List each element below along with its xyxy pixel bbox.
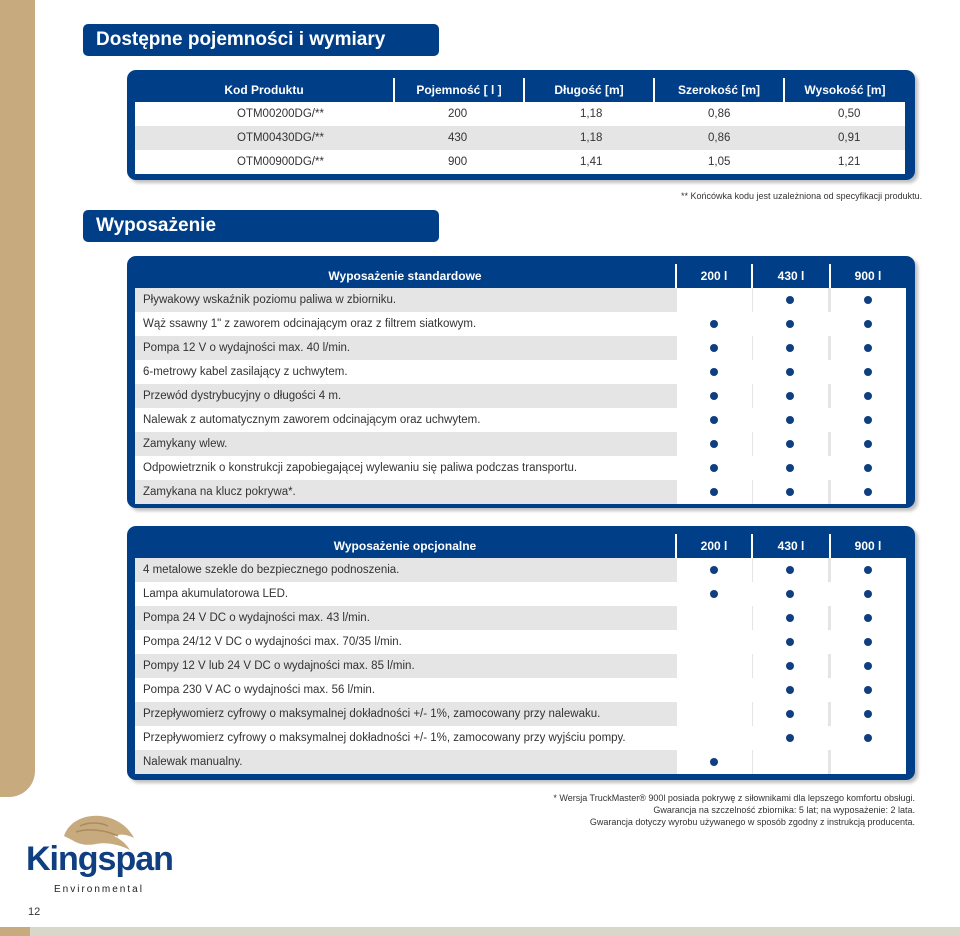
bullet-icon [786, 686, 794, 694]
bullet-icon [710, 416, 718, 424]
bullet-icon [786, 590, 794, 598]
bullet-icon [864, 590, 872, 598]
table-row [135, 408, 905, 432]
bullet-icon [864, 710, 872, 718]
bullet-icon [864, 320, 872, 328]
equipment-label: Przewód dystrybucyjny o długości 4 m. [143, 390, 342, 402]
equipment-label: Odpowietrznik o konstrukcji zapobiegającej wylewaniu się paliwa podczas transportu. [143, 462, 578, 474]
availability-cell [677, 336, 752, 360]
bullet-icon [786, 320, 794, 328]
bottom-strip [0, 927, 960, 936]
cell-code: OTM00900DG/** [237, 156, 324, 168]
availability-cell [753, 432, 828, 456]
bullet-icon [864, 440, 872, 448]
equipment-label: 6-metrowy kabel zasilający z uchwytem. [143, 366, 348, 378]
dimensions-table [127, 70, 915, 180]
availability-cell [677, 384, 752, 408]
bullet-icon [710, 320, 718, 328]
table-row [135, 678, 905, 702]
availability-cell [753, 384, 828, 408]
cell-length: 1,41 [580, 156, 603, 168]
decorative-sidebar [0, 0, 35, 797]
bullet-icon [786, 662, 794, 670]
bullet-icon [786, 566, 794, 574]
bullet-icon [710, 758, 718, 766]
table-row [135, 726, 905, 750]
bullet-icon [864, 662, 872, 670]
bullet-icon [864, 734, 872, 742]
table-row [135, 336, 905, 360]
cell-width: 0,86 [708, 132, 731, 144]
bullet-icon [864, 638, 872, 646]
table-row [135, 606, 905, 630]
kingspan-logo [26, 808, 176, 898]
bullet-icon [710, 464, 718, 472]
standard-equipment-table [127, 256, 915, 508]
bullet-icon [786, 488, 794, 496]
col-header-900: 900 l [854, 269, 882, 283]
availability-cell [753, 606, 828, 630]
table-row [135, 288, 905, 312]
col-header-200: 200 l [700, 269, 728, 283]
bullet-icon [864, 416, 872, 424]
section-title-dimensions: Dostępne pojemności i wymiary [83, 24, 439, 56]
table-row [135, 150, 905, 174]
cell-height: 0,91 [838, 132, 861, 144]
optional-table-header [135, 534, 905, 558]
bullet-icon [864, 464, 872, 472]
logo-subtitle: Environmental [54, 884, 144, 895]
table-row [135, 630, 905, 654]
equipment-label: Pompa 24/12 V DC o wydajności max. 70/35 l/min. [143, 636, 402, 648]
equipment-label: Nalewak z automatycznym zaworem odcinającym oraz uchwytem. [143, 414, 481, 426]
availability-cell [831, 726, 906, 750]
bullet-icon [710, 440, 718, 448]
cell-height: 1,21 [838, 156, 861, 168]
table-row [135, 480, 905, 504]
bullet-icon [864, 296, 872, 304]
bullet-icon [786, 392, 794, 400]
col-header-430: 430 l [777, 539, 805, 553]
availability-cell [677, 480, 752, 504]
cell-capacity: 900 [448, 156, 468, 168]
bullet-icon [710, 368, 718, 376]
availability-cell [677, 606, 752, 630]
availability-cell [753, 750, 828, 774]
cell-width: 0,86 [708, 108, 731, 120]
col-header-code: Kod Produktu [224, 83, 304, 97]
availability-cell [831, 750, 906, 774]
bullet-icon [864, 686, 872, 694]
availability-cell [831, 312, 906, 336]
bullet-icon [786, 710, 794, 718]
bullet-icon [864, 344, 872, 352]
availability-cell [677, 432, 752, 456]
availability-cell [753, 582, 828, 606]
availability-cell [831, 288, 906, 312]
table-row [135, 750, 905, 774]
note-truckmaster: * Wersja TruckMaster® 900l posiada pokrywę z siłownikami dla lepszego komfortu obsługi. [553, 793, 915, 803]
standard-table-header [135, 264, 905, 288]
col-header-height: Wysokość [m] [804, 83, 886, 97]
bullet-icon [710, 488, 718, 496]
table-row [135, 312, 905, 336]
col-header-430: 430 l [777, 269, 805, 283]
table-row [135, 360, 905, 384]
bullet-icon [710, 590, 718, 598]
table-row [135, 654, 905, 678]
equipment-label: Pompa 12 V o wydajności max. 40 l/min. [143, 342, 351, 354]
bullet-icon [864, 566, 872, 574]
availability-cell [831, 384, 906, 408]
availability-cell [831, 456, 906, 480]
availability-cell [831, 654, 906, 678]
availability-cell [677, 750, 752, 774]
availability-cell [831, 558, 906, 582]
availability-cell [753, 360, 828, 384]
col-header-capacity: Pojemność [ l ] [416, 83, 502, 97]
note-warranty: Gwarancja na szczelność zbiornika: 5 lat; na wyposażenie: 2 lata. [653, 805, 915, 815]
availability-cell [753, 288, 828, 312]
cell-code: OTM00430DG/** [237, 132, 324, 144]
availability-cell [677, 456, 752, 480]
cell-capacity: 430 [448, 132, 468, 144]
equipment-label: Przepływomierz cyfrowy o maksymalnej dokładności +/- 1%, zamocowany przy wyjściu pompy. [143, 732, 626, 744]
availability-cell [831, 432, 906, 456]
bullet-icon [864, 488, 872, 496]
availability-cell [831, 408, 906, 432]
availability-cell [677, 726, 752, 750]
table-row [135, 456, 905, 480]
availability-cell [677, 558, 752, 582]
availability-cell [831, 582, 906, 606]
bullet-icon [786, 614, 794, 622]
table-row [135, 558, 905, 582]
availability-cell [831, 678, 906, 702]
bullet-icon [710, 344, 718, 352]
availability-cell [677, 408, 752, 432]
availability-cell [753, 456, 828, 480]
col-header-length: Długość [m] [554, 83, 624, 97]
standard-header-title: Wyposażenie standardowe [328, 269, 482, 283]
bullet-icon [786, 638, 794, 646]
availability-cell [677, 288, 752, 312]
bullet-icon [864, 392, 872, 400]
availability-cell [677, 702, 752, 726]
availability-cell [753, 702, 828, 726]
availability-cell [753, 336, 828, 360]
availability-cell [753, 630, 828, 654]
dimensions-footnote: ** Końcówka kodu jest uzależniona od specyfikacji produktu. [681, 191, 923, 201]
cell-capacity: 200 [448, 108, 468, 120]
bullet-icon [786, 416, 794, 424]
table-row [135, 432, 905, 456]
availability-cell [831, 702, 906, 726]
availability-cell [753, 654, 828, 678]
equipment-label: Nalewak manualny. [143, 756, 243, 768]
table-row [135, 702, 905, 726]
dimensions-table-header [135, 78, 905, 102]
equipment-label: Przepływomierz cyfrowy o maksymalnej dokładności +/- 1%, zamocowany przy nalewaku. [143, 708, 601, 720]
bullet-icon [710, 392, 718, 400]
table-row [135, 384, 905, 408]
equipment-label: Lampa akumulatorowa LED. [143, 588, 289, 600]
bullet-icon [864, 368, 872, 376]
equipment-label: Pompa 230 V AC o wydajności max. 56 l/min. [143, 684, 376, 696]
availability-cell [753, 408, 828, 432]
equipment-label: Wąż ssawny 1" z zaworem odcinającym oraz z filtrem siatkowym. [143, 318, 477, 330]
availability-cell [831, 480, 906, 504]
availability-cell [753, 480, 828, 504]
bullet-icon [786, 344, 794, 352]
availability-cell [677, 678, 752, 702]
bullet-icon [786, 734, 794, 742]
availability-cell [677, 360, 752, 384]
cell-code: OTM00200DG/** [237, 108, 324, 120]
equipment-label: Pompy 12 V lub 24 V DC o wydajności max. 85 l/min. [143, 660, 415, 672]
equipment-label: Pływakowy wskaźnik poziomu paliwa w zbiorniku. [143, 294, 397, 306]
optional-header-title: Wyposażenie opcjonalne [333, 539, 477, 553]
section-title-equipment: Wyposażenie [83, 210, 439, 242]
equipment-label: Zamykany wlew. [143, 438, 228, 450]
cell-height: 0,50 [838, 108, 861, 120]
optional-equipment-table [127, 526, 915, 780]
col-header-width: Szerokość [m] [677, 83, 761, 97]
bullet-icon [786, 296, 794, 304]
cell-length: 1,18 [580, 132, 603, 144]
cell-width: 1,05 [708, 156, 731, 168]
availability-cell [753, 312, 828, 336]
availability-cell [677, 654, 752, 678]
table-row [135, 582, 905, 606]
availability-cell [831, 360, 906, 384]
availability-cell [831, 606, 906, 630]
availability-cell [677, 312, 752, 336]
cell-length: 1,18 [580, 108, 603, 120]
equipment-label: 4 metalowe szekle do bezpiecznego podnoszenia. [143, 564, 400, 576]
table-row [135, 126, 905, 150]
bullet-icon [864, 614, 872, 622]
availability-cell [753, 726, 828, 750]
equipment-label: Pompa 24 V DC o wydajności max. 43 l/min. [143, 612, 370, 624]
col-header-900: 900 l [854, 539, 882, 553]
bullet-icon [786, 368, 794, 376]
page-number: 12 [28, 906, 41, 918]
bullet-icon [786, 464, 794, 472]
col-header-200: 200 l [700, 539, 728, 553]
table-row [135, 102, 905, 126]
availability-cell [753, 558, 828, 582]
availability-cell [677, 630, 752, 654]
equipment-label: Zamykana na klucz pokrywa*. [143, 486, 296, 498]
note-warranty-conditions: Gwarancja dotyczy wyrobu używanego w sposób zgodny z instrukcją producenta. [589, 817, 915, 827]
logo-wordmark: Kingspan [26, 840, 173, 878]
bullet-icon [786, 440, 794, 448]
availability-cell [831, 630, 906, 654]
availability-cell [753, 678, 828, 702]
availability-cell [677, 582, 752, 606]
availability-cell [831, 336, 906, 360]
bullet-icon [710, 566, 718, 574]
